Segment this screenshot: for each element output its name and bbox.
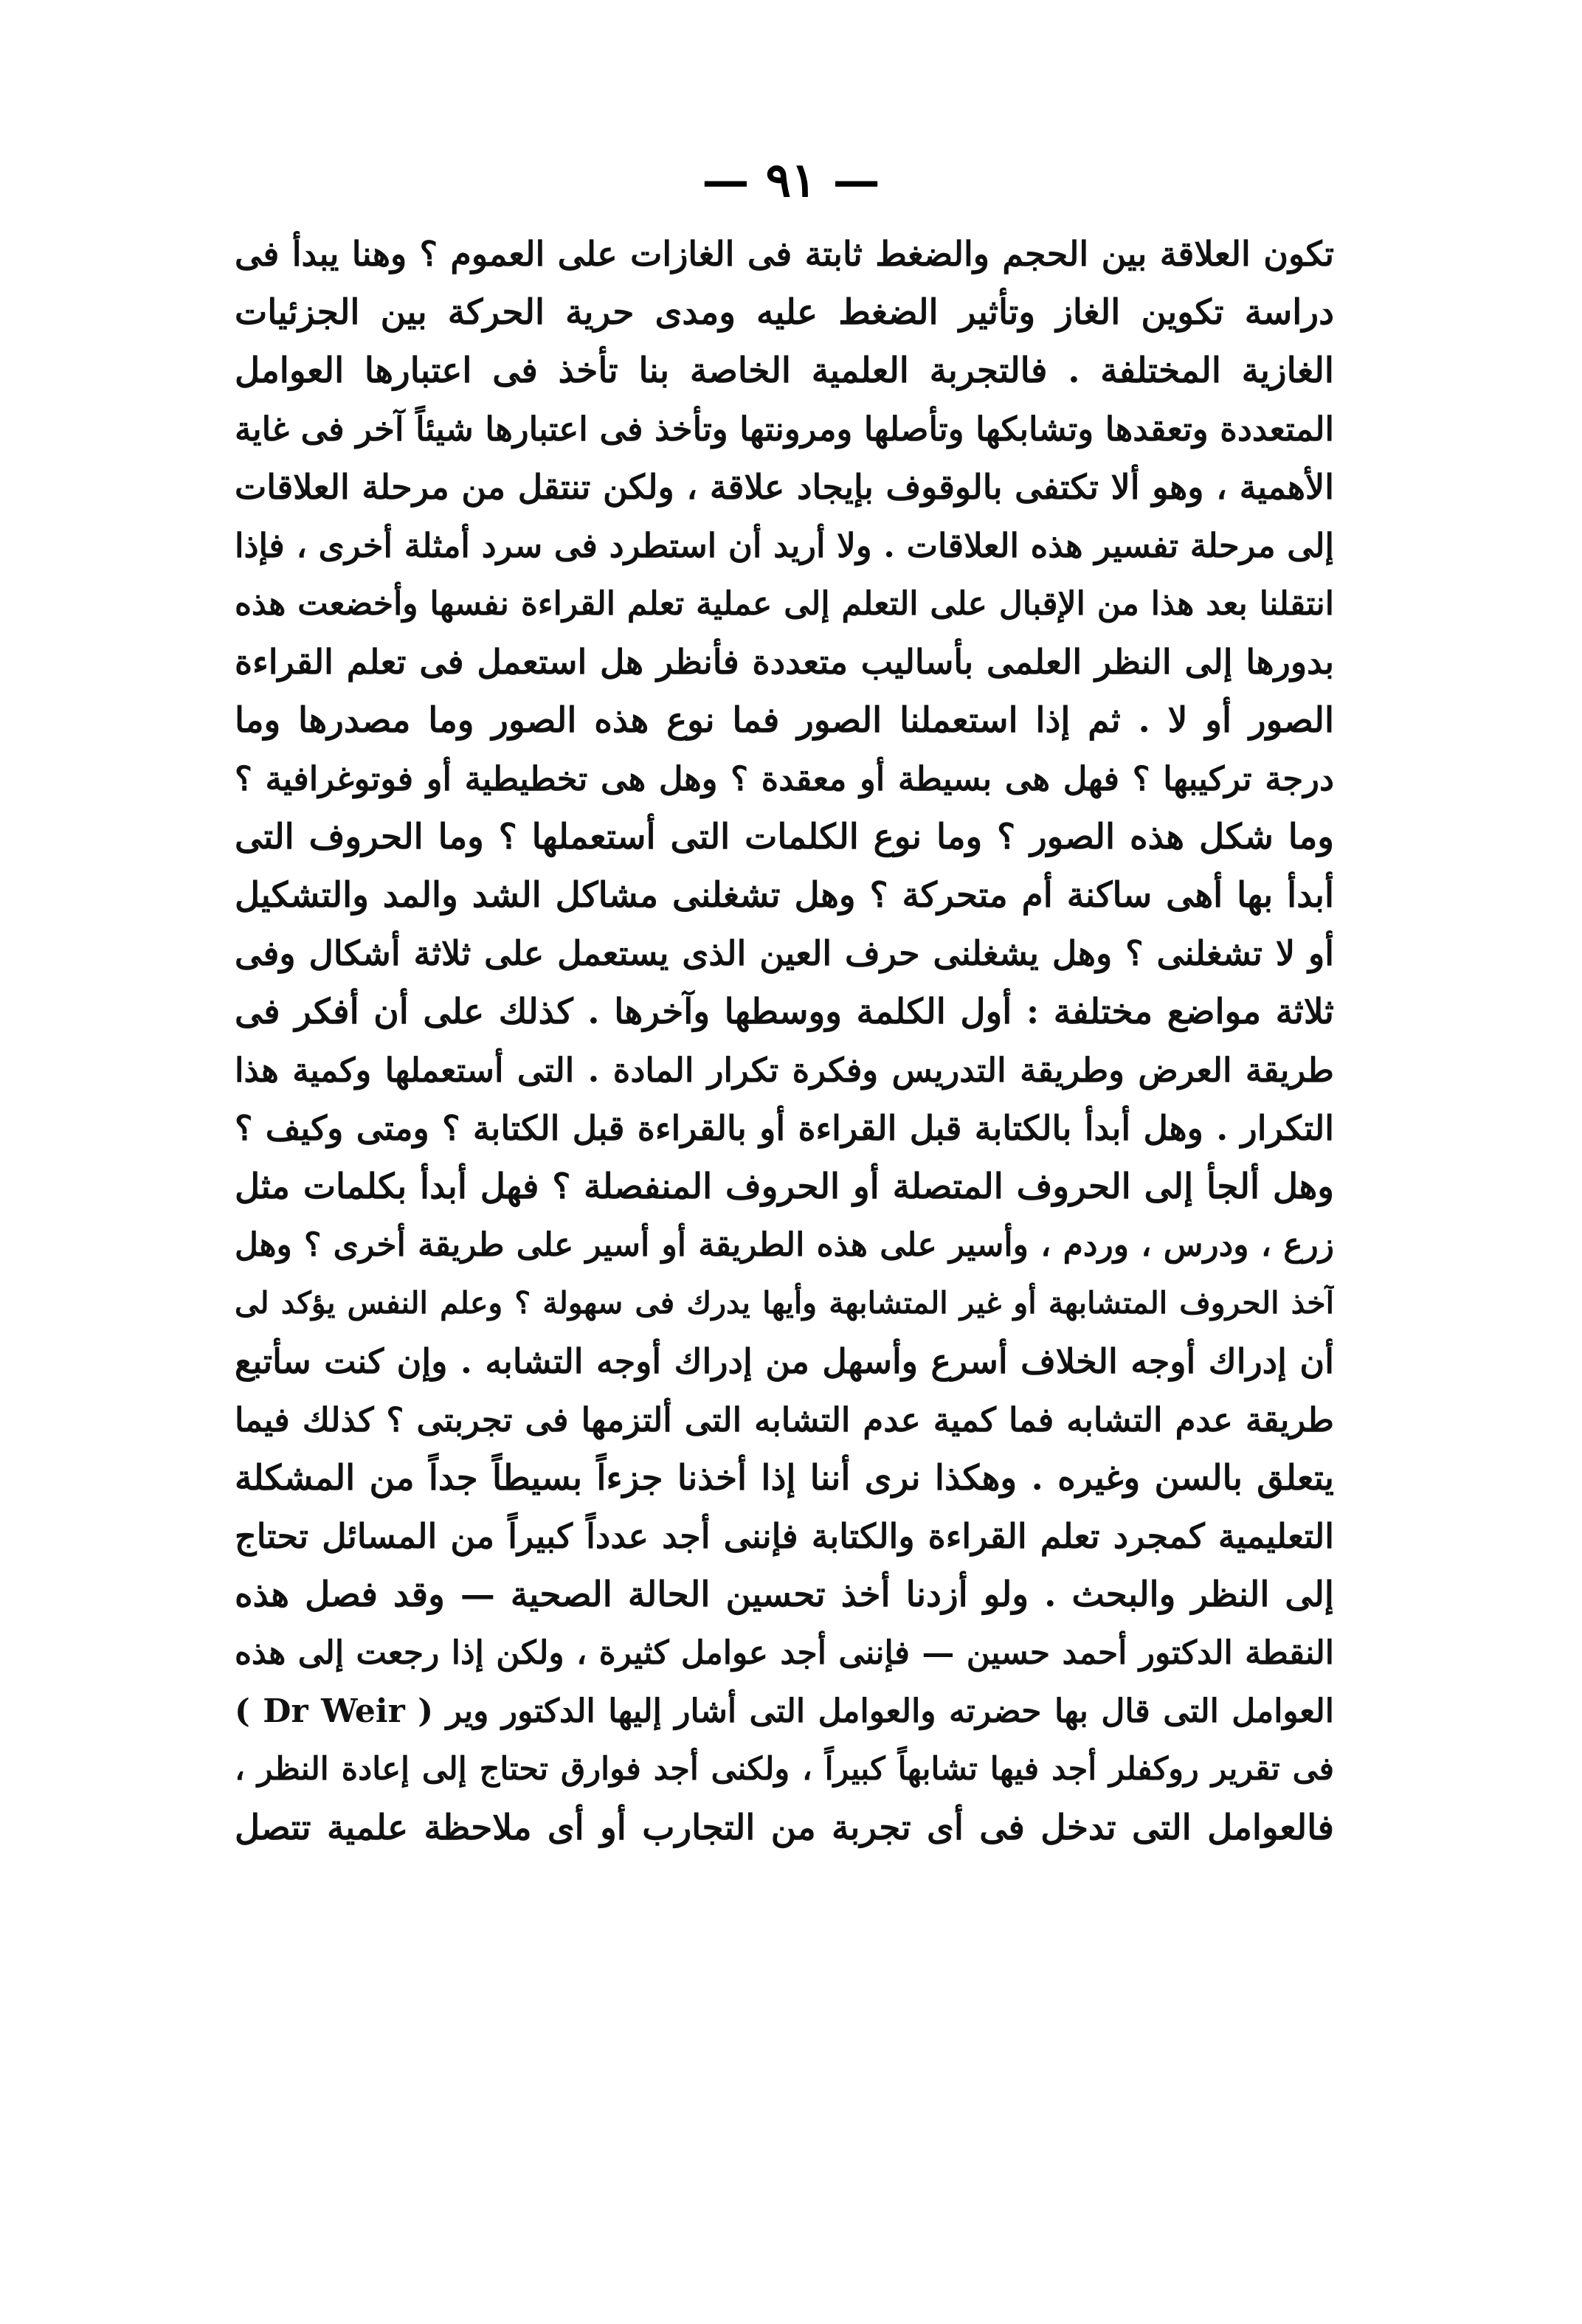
text-line-2: دراسة تكوين الغاز وتأثير الضغط عليه ومدى حرية الحركة بين الجزئيات (235, 292, 1334, 333)
text-line-7: انتقلنا بعد هذا من الإقبال على التعلم إلى عملية تعلم القراءة نفسها وأخضعت هذه (235, 585, 1334, 623)
text-line-20: أن إدراك أوجه الخلاف أسرع وأسهل من إدراك أوجه التشابه . وإن كنت سأتبع (235, 1341, 1334, 1381)
text-line-19: آخذ الحروف المتشابهة أو غير المتشابهة وأيها يدرك فى سهولة ؟ وعلم النفس يؤكد لى (235, 1285, 1334, 1321)
text-line-15: طريقة العرض وطريقة التدريس وفكرة تكرار المادة . التى أستعملها وكمية هذا (235, 1051, 1334, 1090)
text-line-8: بدورها إلى النظر العلمى بأساليب متعددة فأنظر هل استعمل فى تعلم القراءة (235, 642, 1334, 682)
text-line-26: العوامل التى قال بها حضرته والعوامل التى أشار إليها الدكتور وير ( Dr Weir ) (235, 1692, 1334, 1730)
text-line-9: الصور أو لا . ثم إذا استعملنا الصور فما نوع هذه الصور وما مصدرها وما (235, 700, 1334, 741)
text-line-22: يتعلق بالسن وغيره . وهكذا نرى أننا إذا أخذنا جزءاً بسيطاً جداً من المشكلة (235, 1458, 1334, 1498)
text-line-21: طريقة عدم التشابه فما كمية عدم التشابه التى ألتزمها فى تجربتى ؟ كذلك فيما (235, 1400, 1334, 1439)
text-line-5: الأهمية ، وهو ألا تكتفى بالوقوف بإيجاد علاقة ، ولكن تنتقل من مرحلة العلاقات (235, 467, 1334, 507)
text-line-17: وهل ألجأ إلى الحروف المتصلة أو الحروف المنفصلة ؟ فهل أبدأ بكلمات مثل (235, 1166, 1334, 1207)
text-line-3: الغازية المختلفة . فالتجربة العلمية الخاصة بنا تأخذ فى اعتبارها العوامل (235, 350, 1334, 391)
text-line-18: زرع ، ودرس ، وردم ، وأسير على هذه الطريقة أو أسير على طريقة أخرى ؟ وهل (235, 1226, 1334, 1264)
text-line-27: فى تقرير روكفلر أجد فيها تشابهاً كبيراً ، ولكنى أجد فوارق تحتاج إلى إعادة النظر ، (235, 1751, 1334, 1788)
text-line-24: إلى النظر والبحث . ولو أزدنا أخذ تحسين الحالة الصحية — وقد فصل هذه (235, 1574, 1334, 1615)
text-line-1: تكون العلاقة بين الحجم والضغط ثابتة فى الغازات على العموم ؟ وهنا يبدأ فى (235, 234, 1334, 274)
text-line-12: أبدأ بها أهى ساكنة أم متحركة ؟ وهل تشغلنى مشاكل الشد والمد والتشكيل (235, 875, 1334, 916)
text-line-4: المتعددة وتعقدها وتشابكها وتأصلها ومرونتها وتأخذ فى اعتبارها شيئاً آخر فى غاية (235, 409, 1334, 449)
text-line-6: إلى مرحلة تفسير هذه العلاقات . ولا أريد أن استطرد فى سرد أمثلة أخرى ، فإذا (235, 526, 1334, 565)
text-line-25: النقطة الدكتور أحمد حسين — فإننى أجد عوامل كثيرة ، ولكن إذا رجعت إلى هذه (235, 1634, 1334, 1672)
text-line-13: أو لا تشغلنى ؟ وهل يشغلنى حرف العين الذى يستعمل على ثلاثة أشكال وفى (235, 933, 1334, 973)
text-line-23: التعليمية كمجرد تعلم القراءة والكتابة فإننى أجد عدداً كبيراً من المسائل تحتاج (235, 1516, 1334, 1556)
text-line-10: درجة تركيبها ؟ فهل هى بسيطة أو معقدة ؟ وهل هى تخطيطية أو فوتوغرافية ؟ (235, 759, 1334, 798)
text-line-14: ثلاثة مواضع مختلفة : أول الكلمة ووسطها وآخرها . كذلك على أن أفكر فى (235, 992, 1334, 1032)
text-line-11: وما شكل هذه الصور ؟ وما نوع الكلمات التى أستعملها ؟ وما الحروف التى (235, 817, 1334, 857)
text-line-16: التكرار . وهل أبدأ بالكتابة قبل القراءة أو بالقراءة قبل الكتابة ؟ ومتى وكيف ؟ (235, 1108, 1334, 1148)
page-number: — ٩١ — (702, 153, 880, 208)
body-text (235, 225, 1334, 1857)
text-line-28: فالعوامل التى تدخل فى أى تجربة من التجارب أو أى ملاحظة علمية تتصل (235, 1808, 1334, 1848)
